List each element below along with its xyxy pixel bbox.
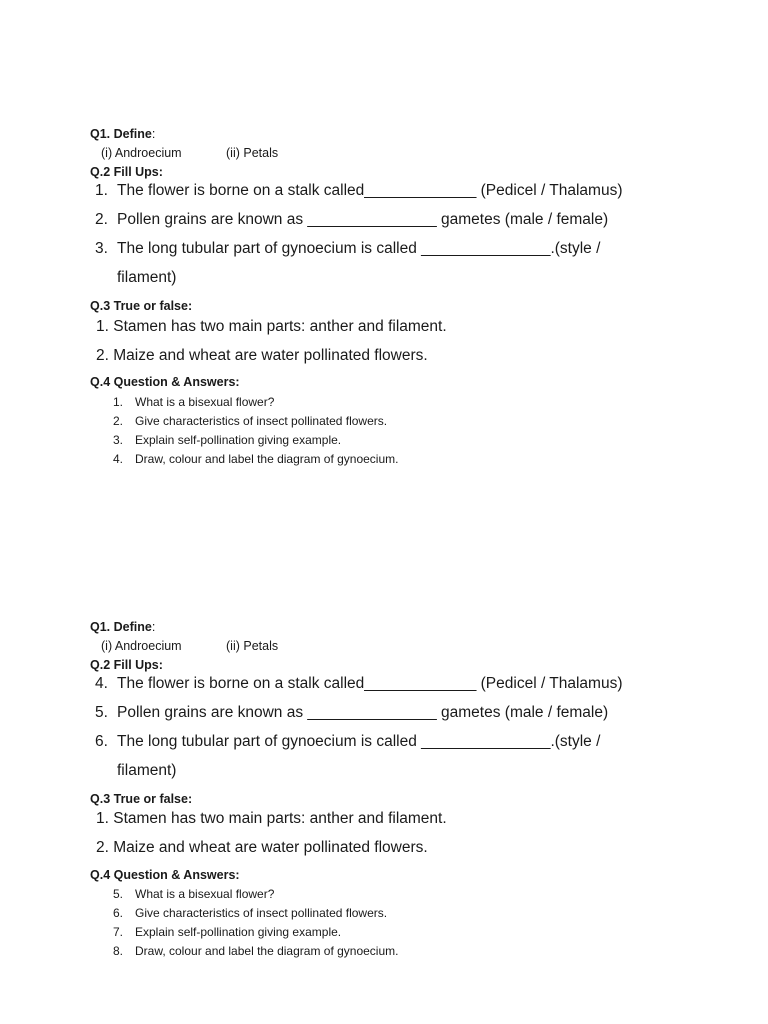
question-item: 4. Draw, colour and label the diagram of gynoecium. bbox=[113, 452, 399, 466]
q1-item-androecium: (i) Androecium bbox=[101, 639, 182, 653]
q1-heading: Q1. Define: bbox=[90, 127, 156, 141]
question-item: 1. What is a bisexual flower? bbox=[113, 395, 275, 409]
fill-up-item: 1. The flower is borne on a stalk called_____________ (Pedicel / Thalamus) bbox=[95, 182, 623, 199]
true-false-item: 1. Stamen has two main parts: anther and filament. bbox=[96, 318, 447, 335]
fill-up-item-continuation: filament) bbox=[117, 269, 177, 286]
question-item: 2. Give characteristics of insect pollinated flowers. bbox=[113, 414, 388, 428]
q1-items bbox=[101, 639, 279, 653]
q1-item-androecium: (i) Androecium bbox=[101, 146, 182, 160]
true-false-item: 2. Maize and wheat are water pollinated flowers. bbox=[96, 839, 428, 856]
fill-up-item: 4. The flower is borne on a stalk called_____________ (Pedicel / Thalamus) bbox=[95, 675, 623, 692]
fill-up-item: 6. The long tubular part of gynoecium is called _______________.(style / bbox=[95, 733, 601, 750]
question-item: 7. Explain self-pollination giving example. bbox=[113, 925, 342, 939]
q2-heading: Q.2 Fill Ups: bbox=[90, 658, 163, 672]
q3-heading: Q.3 True or false: bbox=[90, 792, 193, 806]
q1-item-petals: (ii) Petals bbox=[226, 146, 279, 160]
fill-up-item: 5. Pollen grains are known as _______________ gametes (male / female) bbox=[95, 704, 609, 721]
fill-up-item: 3. The long tubular part of gynoecium is called _______________.(style / bbox=[95, 240, 601, 257]
q1-item-petals: (ii) Petals bbox=[226, 639, 279, 653]
q3-heading: Q.3 True or false: bbox=[90, 299, 193, 313]
fill-up-item: 2. Pollen grains are known as _______________ gametes (male / female) bbox=[95, 211, 609, 228]
q1-items bbox=[101, 146, 279, 160]
q4-heading: Q.4 Question & Answers: bbox=[90, 868, 240, 882]
q1-heading: Q1. Define: bbox=[90, 620, 156, 634]
true-false-item: 2. Maize and wheat are water pollinated flowers. bbox=[96, 347, 428, 364]
question-item: 6. Give characteristics of insect pollinated flowers. bbox=[113, 906, 388, 920]
q2-heading: Q.2 Fill Ups: bbox=[90, 165, 163, 179]
fill-up-item-continuation: filament) bbox=[117, 762, 177, 779]
q4-heading: Q.4 Question & Answers: bbox=[90, 375, 240, 389]
question-item: 5. What is a bisexual flower? bbox=[113, 887, 275, 901]
question-item: 8. Draw, colour and label the diagram of gynoecium. bbox=[113, 944, 399, 958]
question-item: 3. Explain self-pollination giving example. bbox=[113, 433, 342, 447]
true-false-item: 1. Stamen has two main parts: anther and filament. bbox=[96, 810, 447, 827]
